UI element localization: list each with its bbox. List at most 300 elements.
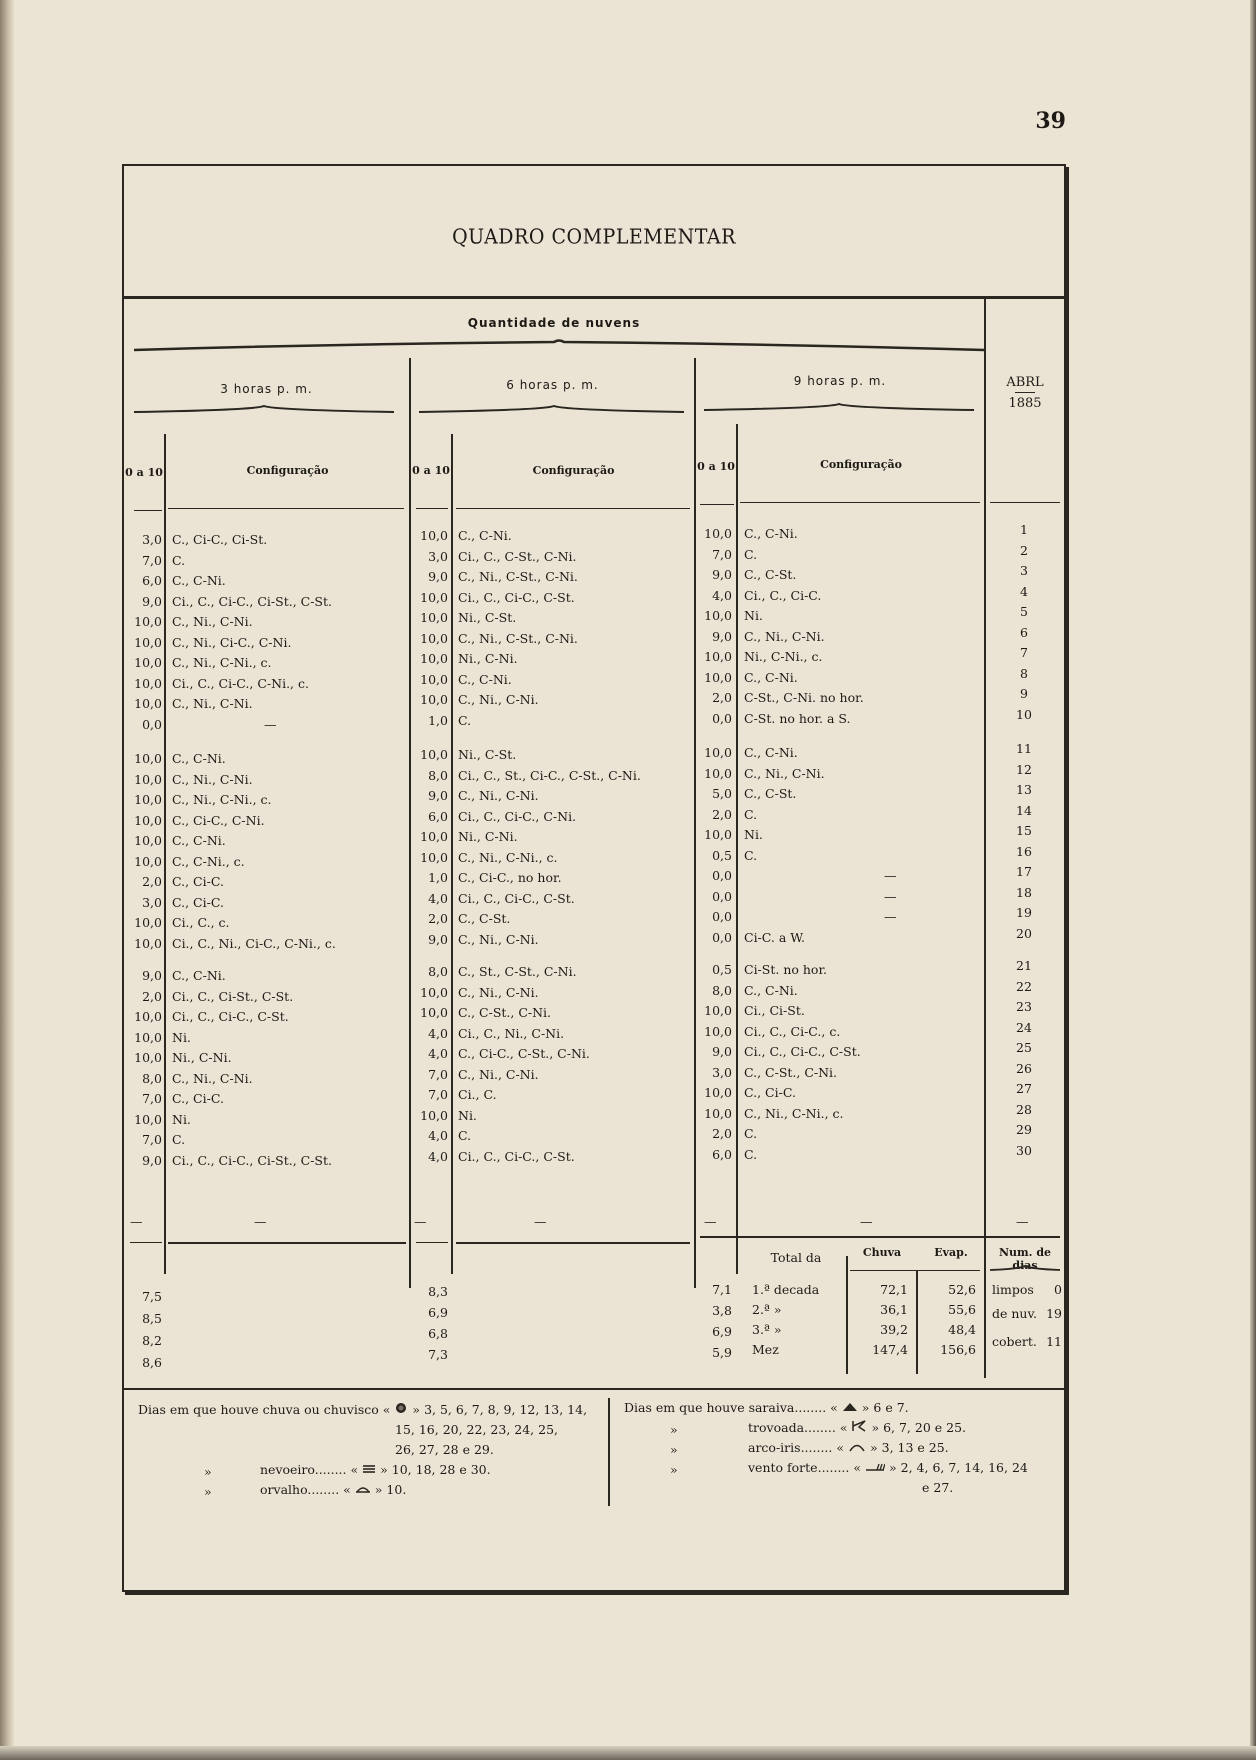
wind-days-line-2: e 27. — [922, 1480, 954, 1495]
num-dias-label: cobert. — [992, 1334, 1037, 1349]
p9-config-header: Configuração — [820, 458, 902, 471]
quote-open: « — [836, 1440, 845, 1455]
ditto-mark: » — [670, 1442, 678, 1457]
ditto-mark: » — [670, 1462, 678, 1477]
p9-config-cell: — — [884, 868, 897, 883]
day-number-cell: 25 — [1016, 1040, 1032, 1055]
chuva-header: Chuva — [862, 1246, 902, 1259]
p9-scale-cell: 10,0 — [704, 608, 732, 623]
p3-scale-cell: 3,0 — [142, 895, 162, 910]
group-title: Quantidade de nuvens — [467, 316, 641, 330]
p9-config-cell: C. — [744, 1126, 758, 1141]
p3-scale-cell: 3,0 — [142, 532, 162, 547]
p9-scale-cell: 9,0 — [712, 567, 732, 582]
fog-days: 10, 18, 28 e 30. — [391, 1462, 491, 1477]
p3-scale-cell: 10,0 — [134, 936, 162, 951]
notes-hail — [624, 1398, 909, 1418]
day-number-cell: 26 — [1016, 1061, 1032, 1076]
rain-days-line-2: 15, 16, 20, 22, 23, 24, 25, — [395, 1422, 558, 1437]
p3-scale-cell: 10,0 — [134, 751, 162, 766]
p9-scale-cell: 0,0 — [712, 889, 732, 904]
day-number-cell: 30 — [1016, 1143, 1032, 1158]
quote-close: » — [380, 1462, 388, 1477]
p9-scale-cell: 0,5 — [712, 848, 732, 863]
day-number-cell: 18 — [1016, 885, 1032, 900]
leader-dots: ........ — [817, 1460, 850, 1475]
day-number-cell: 22 — [1016, 979, 1032, 994]
p3-config-cell: Ni. — [172, 1112, 191, 1127]
p9-scale-cell: 9,0 — [712, 629, 732, 644]
p3-config-cell: Ni., C-Ni. — [172, 1050, 232, 1065]
p3-config-cell: C., Ci-C., C-Ni. — [172, 813, 265, 828]
p3-scale-cell: 9,0 — [142, 1153, 162, 1168]
p3-config-cell: C., C-Ni. — [172, 968, 226, 983]
ditto-mark: » — [670, 1422, 678, 1437]
p9-config-cell: C-St., C-Ni. no hor. — [744, 690, 864, 705]
day-number-cell: 27 — [1016, 1081, 1032, 1096]
p6-scale-closing-dash: — — [414, 1214, 427, 1229]
p6-config-cell: C., C-Ni. — [458, 672, 512, 687]
p3-config-cell: C., Ci-C. — [172, 874, 224, 889]
day-closing-dash: — — [1016, 1214, 1029, 1229]
wind-label: vento forte — [748, 1460, 818, 1475]
leader-dots: ........ — [307, 1482, 340, 1497]
p6-config-cell: Ci., C. — [458, 1087, 497, 1102]
p6-config-cell: C., Ni., C-St., C-Ni. — [458, 631, 578, 646]
p3-scale-header: 0 a 10 — [125, 466, 163, 479]
p6-scale-cell: 9,0 — [428, 569, 448, 584]
p3-scale-cell: 7,0 — [142, 1132, 162, 1147]
p6-scale-cell: 9,0 — [428, 932, 448, 947]
p3-scale-cell: 10,0 — [134, 813, 162, 828]
leader-dots: ........ — [800, 1440, 833, 1455]
p6-config-cell: C., Ni., C-St., C-Ni. — [458, 569, 578, 584]
p9-config-cell: Ci., Ci-St. — [744, 1003, 805, 1018]
p9-scale-cell: 2,0 — [712, 807, 732, 822]
p6-config-bottom-rule — [456, 1242, 690, 1244]
p3-config-cell: C., Ci-C., Ci-St. — [172, 532, 268, 547]
p6-config-cell: Ci., C., Ci-C., C-St. — [458, 1149, 575, 1164]
p6-config-cell: C., Ni., C-Ni. — [458, 985, 539, 1000]
p9-scale-cell: 10,0 — [704, 827, 732, 842]
p6-config-cell: Ci., C., C-St., C-Ni. — [458, 549, 577, 564]
p6-config-closing-dash: — — [534, 1214, 547, 1229]
num-dias-label: de nuv. — [992, 1306, 1038, 1321]
day-number-cell: 17 — [1016, 864, 1032, 879]
hail-intro: Dias em que houve saraiva — [624, 1400, 795, 1415]
p6-config-cell: Ni. — [458, 1108, 477, 1123]
p6-scale-cell: 10,0 — [420, 1108, 448, 1123]
group-brace — [134, 336, 984, 356]
p9-config-cell: C., C-St., C-Ni. — [744, 1065, 838, 1080]
p9-config-cell: C., Ni., C-Ni. — [744, 766, 825, 781]
page-right-edge — [1250, 0, 1256, 1760]
p6-scale-cell: 7,0 — [428, 1087, 448, 1102]
period-9pm-title: 9 horas p. m. — [793, 374, 887, 388]
p3-scale-cell: 8,0 — [142, 1071, 162, 1086]
quote-close: » — [871, 1420, 880, 1435]
wind-symbol-icon — [865, 1458, 885, 1478]
notes-separator — [608, 1398, 610, 1506]
p3-scale-cell: 9,0 — [142, 594, 162, 609]
p6-config-cell: C., Ci-C., no hor. — [458, 870, 562, 885]
p6-inner-separator — [451, 434, 453, 1274]
quote-open: « — [830, 1400, 838, 1415]
day-number-cell: 2 — [1020, 543, 1028, 558]
p6-average-value: 8,3 — [428, 1284, 448, 1299]
day-number-cell: 24 — [1016, 1020, 1032, 1035]
p9-config-cell: Ni. — [744, 827, 763, 842]
quote-close: » — [412, 1402, 421, 1417]
p9-config-cell: C. — [744, 807, 758, 822]
wind-days-line-1: 2, 4, 6, 7, 14, 16, 24 — [900, 1460, 1028, 1475]
leader-dots: ........ — [794, 1400, 827, 1415]
p9-scale-cell: 7,0 — [712, 547, 732, 562]
p6-scale-cell: 1,0 — [428, 713, 448, 728]
summary-head-rule — [850, 1270, 980, 1271]
p3-config-closing-dash: — — [254, 1214, 267, 1229]
p9-scale-cell: 8,0 — [712, 983, 732, 998]
day-number-cell: 1 — [1020, 522, 1028, 537]
p3-config-header: Configuração — [246, 464, 329, 477]
p3-config-cell: C., Ni., C-Ni., c. — [172, 655, 272, 670]
p9-config-cell: Ci., C., Ci-C., C-St. — [744, 1044, 861, 1059]
p9-config-cell: C., Ni., C-Ni. — [744, 629, 825, 644]
day-number-cell: 10 — [1016, 707, 1032, 722]
p9-config-cell: C., C-Ni. — [744, 983, 798, 998]
p6-scale-bottom-rule — [416, 1242, 448, 1243]
p3-scale-cell: 2,0 — [142, 874, 162, 889]
p3-config-cell: C., C-Ni. — [172, 751, 226, 766]
p3-config-cell: C., C-Ni., c. — [172, 854, 245, 869]
p6-config-cell: Ni., C-Ni. — [458, 829, 518, 844]
p3-scale-cell: 6,0 — [142, 573, 162, 588]
day-number-cell: 29 — [1016, 1122, 1032, 1137]
day-number-cell: 3 — [1020, 563, 1028, 578]
p9-average-value: 7,1 — [712, 1282, 732, 1297]
p6-config-cell: C., Ni., C-Ni. — [458, 932, 539, 947]
notes-top-rule — [124, 1388, 1064, 1390]
p6-config-cell: C., St., C-St., C-Ni. — [458, 964, 577, 979]
p9-scale-cell: 9,0 — [712, 1044, 732, 1059]
p9-scale-cell: 10,0 — [704, 1003, 732, 1018]
p6-scale-cell: 4,0 — [428, 891, 448, 906]
p3-scale-cell: 0,0 — [142, 717, 162, 732]
p6-config-cell: Ni., C-Ni. — [458, 651, 518, 666]
notes-thunder — [748, 1418, 966, 1438]
rainbow-symbol-icon — [848, 1438, 866, 1458]
p9-scale-closing-dash: — — [704, 1214, 717, 1229]
day-number-cell: 21 — [1016, 958, 1032, 973]
p3-scale-cell: 10,0 — [134, 676, 162, 691]
p6-config-cell: Ni., C-St. — [458, 747, 517, 762]
summary-sep-2 — [916, 1270, 918, 1374]
day-number-cell: 12 — [1016, 762, 1032, 777]
notes-fog — [260, 1460, 491, 1480]
month-label: ABRL — [1006, 375, 1044, 390]
p9-scale-cell: 10,0 — [704, 1106, 732, 1121]
p6-config-cell: Ci., C., Ci-C., C-St. — [458, 590, 575, 605]
p9-config-cell: C-St. no hor. a S. — [744, 711, 851, 726]
p9-scale-underline — [700, 504, 734, 505]
p3-config-underline — [168, 508, 404, 509]
p6-config-header: Configuração — [532, 464, 615, 477]
summary-evap-value: 52,6 — [948, 1282, 976, 1297]
rainbow-label: arco-iris — [748, 1440, 801, 1455]
summary-evap-value: 55,6 — [948, 1302, 976, 1317]
page-title: QUADRO COMPLEMENTAR — [452, 224, 736, 250]
day-number-cell: 15 — [1016, 823, 1032, 838]
p6-config-cell: Ni., C-St. — [458, 610, 517, 625]
p3-scale-underline — [134, 510, 162, 511]
p3-scale-cell: 10,0 — [134, 833, 162, 848]
p9-scale-cell: 10,0 — [704, 526, 732, 541]
p6-config-cell: C. — [458, 713, 472, 728]
p3-config-cell: C., Ni., C-Ni. — [172, 696, 253, 711]
page-bottom-edge — [0, 1746, 1256, 1760]
p9-scale-cell: 10,0 — [704, 649, 732, 664]
quote-close: » — [861, 1400, 870, 1415]
p9-config-cell: Ni. — [744, 608, 763, 623]
evap-header: Evap. — [934, 1246, 968, 1259]
quote-open: « — [343, 1482, 351, 1497]
p6-config-cell: C., Ni., C-Ni. — [458, 1067, 539, 1082]
p9-config-closing-dash: — — [860, 1214, 873, 1229]
p3-inner-separator — [164, 434, 166, 1274]
ditto-mark: » — [204, 1484, 212, 1499]
p9-average-value: 5,9 — [712, 1345, 732, 1360]
p9-scale-cell: 0,5 — [712, 962, 732, 977]
fog-symbol-icon — [362, 1460, 376, 1480]
p3-scale-closing-dash: — — [130, 1214, 143, 1229]
p6-config-cell: C., Ni., C-Ni., c. — [458, 850, 558, 865]
p9-scale-cell: 0,0 — [712, 930, 732, 945]
rain-symbol-icon — [394, 1400, 408, 1420]
summary-period-label: 2.ª » — [752, 1302, 782, 1317]
summary-period-label: 1.ª decada — [752, 1282, 820, 1297]
p6-config-cell: Ci., C., Ni., C-Ni. — [458, 1026, 565, 1041]
p9-scale-cell: 10,0 — [704, 766, 732, 781]
p3-scale-cell: 10,0 — [134, 655, 162, 670]
p3-scale-cell: 7,0 — [142, 553, 162, 568]
notes-rain — [138, 1400, 587, 1420]
p6-scale-cell: 1,0 — [428, 870, 448, 885]
p3-scale-cell: 10,0 — [134, 614, 162, 629]
num-dias-brace — [988, 1264, 1062, 1274]
p9-config-cell: Ni., C-Ni., c. — [744, 649, 823, 664]
p9-config-cell: C., Ni., C-Ni., c. — [744, 1106, 844, 1121]
summary-evap-value: 156,6 — [940, 1342, 976, 1357]
notes-dew — [260, 1480, 406, 1500]
period-3pm-title: 3 horas p. m. — [220, 382, 313, 396]
p9-config-cell: C., C-Ni. — [744, 526, 798, 541]
p6-scale-cell: 3,0 — [428, 549, 448, 564]
p9-config-cell: — — [884, 889, 897, 904]
p3-config-cell: Ci., C., Ci-C., Ci-St., C-St. — [172, 594, 332, 609]
p6-config-cell: Ci., C., Ci-C., C-Ni. — [458, 809, 577, 824]
thunder-symbol-icon — [851, 1418, 867, 1438]
p6-average-value: 6,8 — [428, 1326, 448, 1341]
day-number-cell: 28 — [1016, 1102, 1032, 1117]
summary-chuva-value: 36,1 — [880, 1302, 908, 1317]
summary-evap-value: 48,4 — [948, 1322, 976, 1337]
p3-average-value: 8,2 — [142, 1333, 162, 1348]
p6-scale-cell: 10,0 — [420, 747, 448, 762]
day-number-cell: 13 — [1016, 782, 1032, 797]
p9-scale-cell: 0,0 — [712, 868, 732, 883]
num-dias-header: Num. de dias — [998, 1246, 1052, 1272]
leader-dots: ........ — [804, 1420, 836, 1435]
p3-scale-cell: 10,0 — [134, 792, 162, 807]
p6-scale-cell: 10,0 — [420, 610, 448, 625]
p6-scale-cell: 8,0 — [428, 964, 448, 979]
p9-scale-cell: 10,0 — [704, 1024, 732, 1039]
quote-close: » — [889, 1460, 897, 1475]
summary-chuva-value: 39,2 — [880, 1322, 908, 1337]
p6-scale-cell: 9,0 — [428, 788, 448, 803]
thunder-days: 6, 7, 20 e 25. — [883, 1420, 967, 1435]
rain-days-line-1: 3, 5, 6, 7, 8, 9, 12, 13, 14, — [424, 1402, 588, 1417]
p6-scale-cell: 4,0 — [428, 1046, 448, 1061]
p3-scale-bottom-rule — [130, 1242, 162, 1243]
p3-scale-cell: 10,0 — [134, 915, 162, 930]
p3-average-value: 8,5 — [142, 1311, 162, 1326]
p6-config-cell: C., C-St., C-Ni. — [458, 1005, 552, 1020]
p6-scale-cell: 10,0 — [420, 1005, 448, 1020]
p9-scale-cell: 10,0 — [704, 745, 732, 760]
table-frame — [122, 164, 1066, 1592]
p3-scale-cell: 7,0 — [142, 1091, 162, 1106]
p6-average-value: 6,9 — [428, 1305, 448, 1320]
total-label: Total da — [770, 1250, 822, 1265]
quote-open: « — [350, 1462, 359, 1477]
p9-scale-header: 0 a 10 — [697, 460, 735, 473]
quote-open: « — [853, 1460, 862, 1475]
p9-scale-cell: 0,0 — [712, 909, 732, 924]
p9-config-cell: C. — [744, 848, 758, 863]
p3-scale-cell: 10,0 — [134, 1112, 162, 1127]
quote-close: » — [869, 1440, 878, 1455]
p6-scale-cell: 4,0 — [428, 1128, 448, 1143]
day-number-cell: 20 — [1016, 926, 1032, 941]
p3-config-cell: C. — [172, 553, 186, 568]
num-dias-value: 11 — [1046, 1334, 1062, 1349]
p6-scale-cell: 10,0 — [420, 985, 448, 1000]
p3-config-cell: C., Ni., Ci-C., C-Ni. — [172, 635, 292, 650]
p6-scale-cell: 4,0 — [428, 1149, 448, 1164]
summary-period-label: 3.ª » — [752, 1322, 782, 1337]
summary-period-label: Mez — [752, 1342, 779, 1357]
p6-config-cell: C., C-Ni. — [458, 528, 512, 543]
day-number-cell: 19 — [1016, 905, 1032, 920]
p3-config-cell: Ci., C., Ci-C., C-St. — [172, 1009, 289, 1024]
p6-average-value: 7,3 — [428, 1347, 448, 1362]
p9-scale-cell: 10,0 — [704, 1085, 732, 1100]
page-binding-edge — [0, 0, 14, 1760]
p9-scale-cell: 6,0 — [712, 1147, 732, 1162]
p9-config-cell: Ci-St. no hor. — [744, 962, 828, 977]
p3-scale-cell: 10,0 — [134, 1030, 162, 1045]
ditto-mark: » — [204, 1464, 212, 1479]
summary-chuva-value: 72,1 — [880, 1282, 908, 1297]
p3-scale-cell: 10,0 — [134, 854, 162, 869]
notes-rainbow — [748, 1438, 949, 1458]
summary-chuva-value: 147,4 — [872, 1342, 908, 1357]
p6-scale-cell: 10,0 — [420, 829, 448, 844]
p9-scale-cell: 3,0 — [712, 1065, 732, 1080]
day-underline — [990, 502, 1060, 503]
day-number-cell: 4 — [1020, 584, 1028, 599]
day-number-cell: 7 — [1020, 645, 1028, 660]
dew-days: 10. — [386, 1482, 407, 1497]
year-label: 1885 — [1008, 396, 1042, 411]
p9-average-value: 3,8 — [712, 1303, 732, 1318]
p3-config-cell: C., C-Ni. — [172, 833, 226, 848]
p3-scale-cell: 10,0 — [134, 772, 162, 787]
period-separator-1 — [409, 358, 411, 1288]
p3-config-cell: C., Ci-C. — [172, 1091, 224, 1106]
month-header — [986, 374, 1064, 413]
period-braces — [124, 402, 984, 418]
p3-scale-cell: 10,0 — [134, 1050, 162, 1065]
p9-config-cell: C., C-St. — [744, 786, 797, 801]
p9-scale-cell: 10,0 — [704, 670, 732, 685]
p6-scale-cell: 7,0 — [428, 1067, 448, 1082]
p6-scale-cell: 10,0 — [420, 850, 448, 865]
p3-config-cell: Ci., C., Ci-C., C-Ni., c. — [172, 676, 309, 691]
day-number-cell: 23 — [1016, 999, 1032, 1014]
leader-dots: ........ — [314, 1462, 347, 1477]
quote-open: « — [839, 1420, 848, 1435]
hail-days: 6 e 7. — [873, 1400, 909, 1415]
day-number-cell: 6 — [1020, 625, 1028, 640]
p3-config-cell: C. — [172, 1132, 186, 1147]
quote-open: « — [382, 1402, 391, 1417]
p9-config-cell: Ci-C. a W. — [744, 930, 805, 945]
p3-average-value: 7,5 — [142, 1289, 162, 1304]
p6-config-cell: C., Ni., C-Ni. — [458, 692, 539, 707]
p3-config-cell: Ci., C., Ni., Ci-C., C-Ni., c. — [172, 936, 336, 951]
day-number-cell: 8 — [1020, 666, 1028, 681]
p9-config-cell: C., C-Ni. — [744, 745, 798, 760]
p9-config-cell: C. — [744, 1147, 758, 1162]
dew-symbol-icon — [355, 1480, 371, 1500]
p3-config-cell: Ci., C., c. — [172, 915, 230, 930]
p6-scale-cell: 10,0 — [420, 631, 448, 646]
p6-scale-cell: 10,0 — [420, 590, 448, 605]
p6-scale-cell: 8,0 — [428, 768, 448, 783]
p3-config-cell: C., Ni., C-Ni. — [172, 1071, 253, 1086]
p6-scale-cell: 2,0 — [428, 911, 448, 926]
p9-config-cell: C., C-St. — [744, 567, 797, 582]
summary-top-rule — [700, 1236, 1060, 1238]
p9-average-value: 6,9 — [712, 1324, 732, 1339]
p6-scale-underline — [416, 508, 448, 509]
p9-scale-cell: 2,0 — [712, 1126, 732, 1141]
p9-scale-cell: 0,0 — [712, 711, 732, 726]
p9-config-underline — [740, 502, 980, 503]
p6-config-cell: C. — [458, 1128, 472, 1143]
p9-scale-cell: 2,0 — [712, 690, 732, 705]
p3-scale-cell: 2,0 — [142, 989, 162, 1004]
p9-config-cell: C., Ci-C. — [744, 1085, 796, 1100]
p3-config-cell: C., Ni., C-Ni. — [172, 772, 253, 787]
notes-wind — [748, 1458, 1028, 1478]
p3-config-cell: C., Ci-C. — [172, 895, 224, 910]
hail-symbol-icon — [842, 1398, 858, 1418]
p9-config-cell: Ci., C., Ci-C. — [744, 588, 822, 603]
page-number: 39 — [1035, 108, 1066, 134]
